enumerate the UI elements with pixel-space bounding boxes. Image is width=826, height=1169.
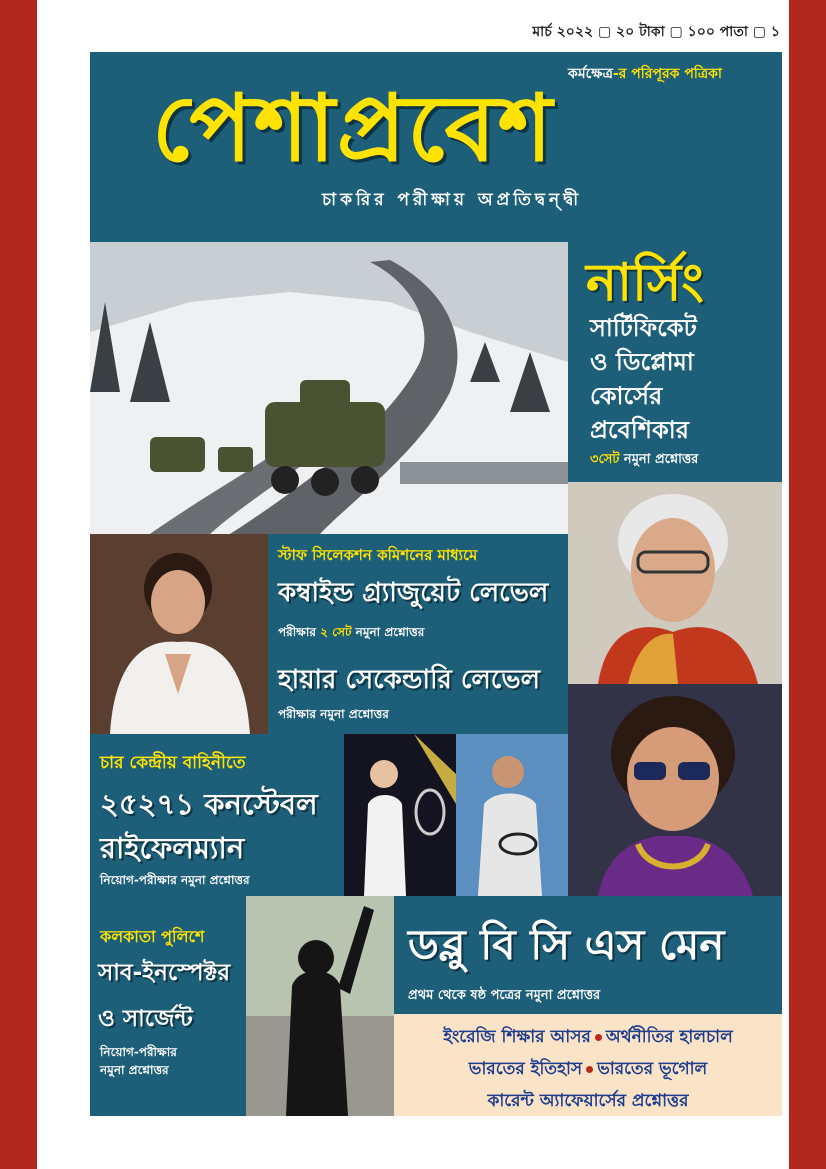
- hsl-subline: পরীক্ষার নমুনা প্রশ্নোত্তর: [278, 707, 389, 721]
- wbcs-title: ডব্লু বি সি এস মেন: [408, 920, 725, 969]
- ssc-block: [268, 534, 568, 734]
- kolkata-sub-1: নিয়োগ-পরীক্ষার: [100, 1045, 177, 1059]
- topics-block: [394, 1014, 782, 1116]
- nursing-subline: [590, 450, 698, 471]
- cgl-title: কম্বাইন্ড গ্র্যাজুয়েট লেভেল: [278, 578, 549, 608]
- topic-history: ভারতের ইতিহাস: [468, 1059, 583, 1079]
- issue-line: মার্চ ২০২২ ▢ ২০ টাকা ▢ ১০০ পাতা ▢ ১: [532, 24, 780, 40]
- nursing-title: নার্সিং: [586, 253, 704, 313]
- cgl-sub-c: নমুনা প্রশ্নোত্তর: [351, 625, 425, 639]
- kolkata-sub-2: নমুনা প্রশ্নোত্তর: [100, 1063, 169, 1077]
- lata-illustration: [90, 534, 268, 734]
- bappi-photo: [568, 684, 782, 896]
- bullet-icon: [586, 1066, 593, 1073]
- topic-economy: অর্থনীতির হালচাল: [605, 1027, 733, 1047]
- convoy-illustration: [90, 242, 568, 534]
- masthead-title: পেশাপ্রবেশ: [152, 75, 555, 182]
- constable-kicker: চার কেন্দ্রীয় বাহিনীতে: [100, 753, 246, 773]
- nursing-set-count: ৩সেট: [590, 452, 620, 467]
- supplement-text: -র পরিপূরক পত্রিকা: [612, 66, 722, 82]
- constable-block: [90, 734, 344, 896]
- cgl-subline: [278, 624, 424, 644]
- tagline: চাকরির পরীক্ষায় অপ্রতিদ্বন্দ্বী: [322, 190, 583, 210]
- singer-portrait-photo: [568, 482, 782, 684]
- lata-photo: [90, 534, 268, 734]
- constable-title-2: রাইফেলম্যান: [100, 831, 245, 865]
- kolkata-kicker: কলকাতা পুলিশে: [100, 927, 205, 946]
- tennis-player-man-photo: [456, 734, 568, 896]
- bullet-icon: [595, 1034, 602, 1041]
- hijab-protest-photo: [246, 896, 394, 1116]
- wbcs-block: [394, 896, 782, 1014]
- hsl-title: হায়ার সেকেন্ডারি লেভেল: [278, 665, 540, 695]
- armored-convoy-photo: [90, 242, 568, 534]
- bappi-illustration: [568, 684, 782, 896]
- topics-line-3: কারেন্ট অ্যাফেয়ার্সের প্রশ্নোত্তর: [487, 1091, 689, 1111]
- kolkata-title-2: ও সার্জেন্ট: [98, 1006, 193, 1032]
- tennis-man-illustration: [456, 734, 568, 896]
- masthead-block: [90, 52, 782, 242]
- protest-illustration: [246, 896, 394, 1116]
- nursing-line-1: সার্টিফিকেট: [590, 314, 697, 342]
- topics-line-1: [394, 1024, 782, 1052]
- cgl-sub-a: পরীক্ষার: [278, 625, 321, 639]
- kolkata-title-1: সাব-ইনস্পেক্টর: [98, 960, 231, 986]
- supplement-brand: কর্মক্ষেত্র: [568, 66, 613, 82]
- constable-subline: নিয়োগ-পরীক্ষার নমুনা প্রশ্নোত্তর: [100, 873, 250, 887]
- ssc-kicker: স্টাফ সিলেকশন কমিশনের মাধ্যমে: [278, 546, 478, 564]
- topic-english: ইংরেজি শিক্ষার আসর: [443, 1027, 591, 1047]
- nursing-block: [568, 242, 782, 482]
- constable-title-1: ২৫২৭১ কনস্টেবল: [100, 787, 318, 821]
- portrait-illustration: [568, 482, 782, 684]
- tennis-player-woman-photo: [344, 734, 456, 896]
- supplement-line: [568, 62, 722, 86]
- wbcs-subline: প্রথম থেকে ষষ্ঠ পত্রের নমুনা প্রশ্নোত্তর: [408, 988, 601, 1003]
- cgl-set-count: ২ সেট: [320, 625, 352, 639]
- tennis-woman-illustration: [344, 734, 456, 896]
- nursing-line-2: ও ডিপ্লোমা: [590, 348, 694, 376]
- nursing-line-3: কোর্সের: [590, 382, 663, 410]
- kolkata-police-block: [90, 896, 246, 1116]
- nursing-sub-text: নমুনা প্রশ্নোত্তর: [619, 452, 699, 467]
- nursing-line-4: প্রবেশিকার: [590, 416, 689, 444]
- topic-geography: ভারতের ভূগোল: [597, 1059, 708, 1079]
- topics-line-2: [394, 1056, 782, 1084]
